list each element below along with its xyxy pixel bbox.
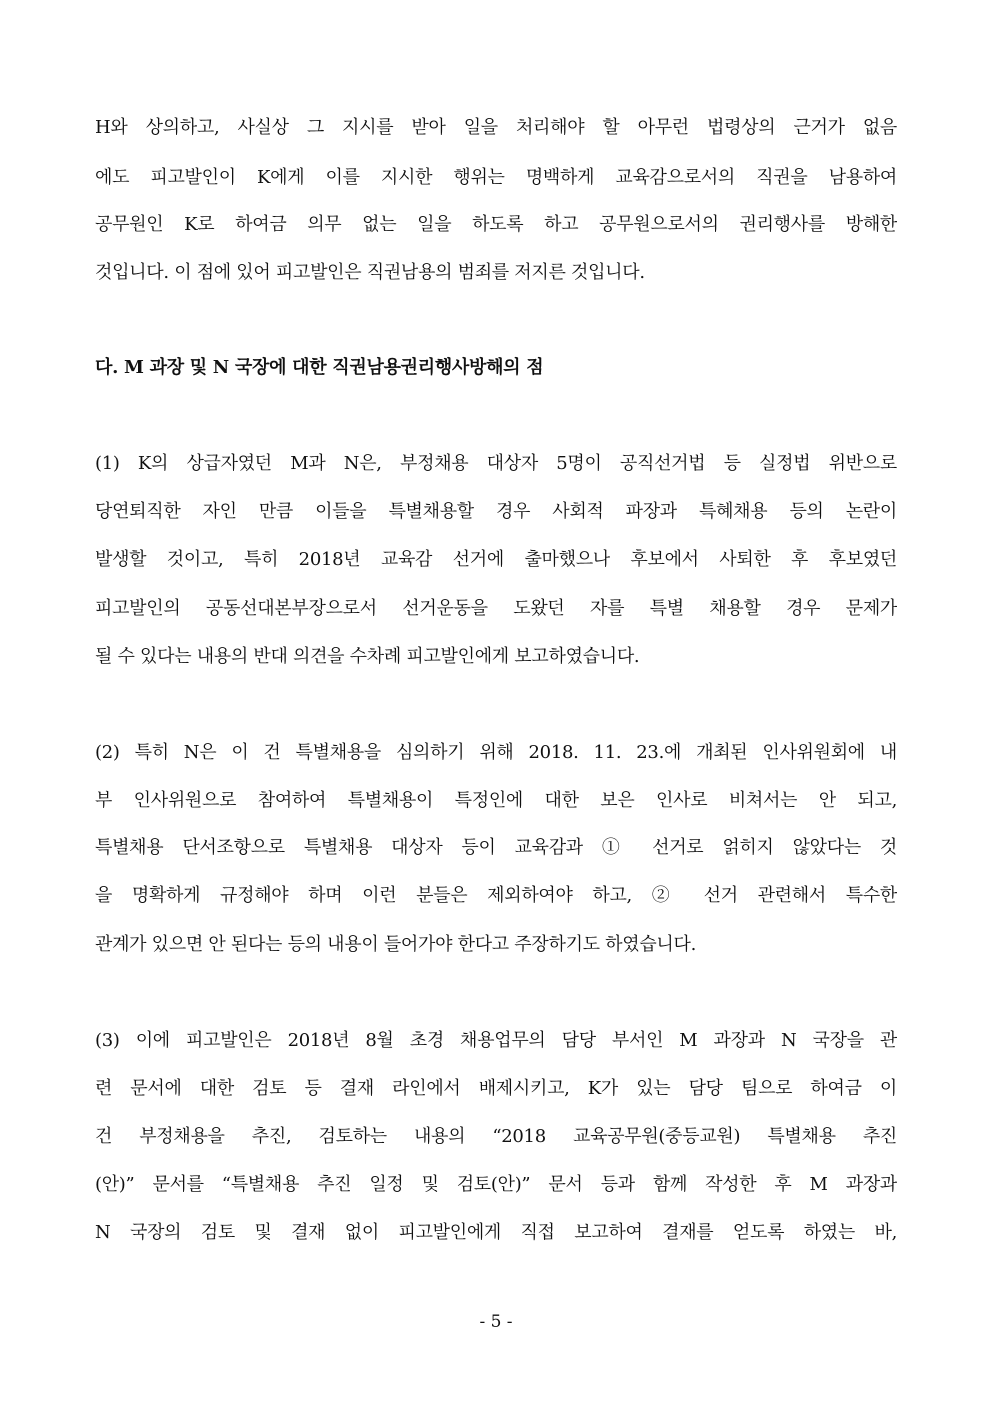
body-text-line: 당연퇴직한 자인 만큼 이들을 특별채용할 경우 사회적 파장과 특혜채용 등의 논란이 — [95, 501, 897, 522]
body-text-line: 련 문서에 대한 검토 등 결재 라인에서 배제시키고, K가 있는 담당 팀으로 하여금 이 — [95, 1078, 897, 1099]
body-text-line: 특별채용 단서조항으로 특별채용 대상자 등이 교육감과 ① 선거로 얽히지 않았다는 것 — [95, 837, 897, 858]
body-text-line: 피고발인의 공동선대본부장으로서 선거운동을 도왔던 자를 특별 채용할 경우 문제가 — [95, 598, 897, 619]
body-text-line: H와 상의하고, 사실상 그 지시를 받아 일을 처리해야 할 아무런 법령상의 근거가 없음 — [95, 117, 897, 138]
body-text-line: 부 인사위원으로 참여하여 특별채용이 특정인에 대한 보은 인사로 비쳐서는 안 되고, — [95, 790, 897, 811]
body-text-line: 될 수 있다는 내용의 반대 의견을 수차례 피고발인에게 보고하였습니다. — [95, 646, 640, 667]
body-text-line: (안)” 문서를 “특별채용 추진 일정 및 검토(안)” 문서 등과 함께 작성한 후 M 과장과 — [95, 1174, 897, 1195]
body-text-line: (3) 이에 피고발인은 2018년 8월 초경 채용업무의 담당 부서인 M 과장과 N 국장을 관 — [95, 1030, 897, 1051]
body-text-line: (1) K의 상급자였던 M과 N은, 부정채용 대상자 5명이 공직선거법 등 실정법 위반으로 — [95, 453, 897, 474]
page-number: - 5 - — [479, 1312, 513, 1332]
body-text-line: (2) 특히 N은 이 건 특별채용을 심의하기 위해 2018. 11. 23.에 개최된 인사위원회에 내 — [95, 742, 897, 763]
body-text-line: 관계가 있으면 안 된다는 등의 내용이 들어가야 한다고 주장하기도 하였습니다. — [95, 934, 697, 955]
body-text-line: N 국장의 검토 및 결재 없이 피고발인에게 직접 보고하여 결재를 얻도록 하였는 바, — [95, 1222, 897, 1243]
body-text-line: 건 부정채용을 추진, 검토하는 내용의 “2018 교육공무원(중등교원) 특별채용 추진 — [95, 1126, 897, 1147]
body-text-line: 공무원인 K로 하여금 의무 없는 일을 하도록 하고 공무원으로서의 권리행사를 방해한 — [95, 214, 897, 235]
body-text-line: 을 명확하게 규정해야 하며 이런 분들은 제외하여야 하고, ② 선거 관련해서 특수한 — [95, 885, 897, 906]
section-heading: 다. M 과장 및 N 국장에 대한 직권남용권리행사방해의 점 — [95, 357, 544, 378]
body-text-line: 발생할 것이고, 특히 2018년 교육감 선거에 출마했으나 후보에서 사퇴한 후 후보였던 — [95, 549, 897, 570]
body-text-line: 에도 피고발인이 K에게 이를 지시한 행위는 명백하게 교육감으로서의 직권을 남용하여 — [95, 167, 897, 188]
body-text-line: 것입니다. 이 점에 있어 피고발인은 직권남용의 범죄를 저지른 것입니다. — [95, 262, 645, 283]
